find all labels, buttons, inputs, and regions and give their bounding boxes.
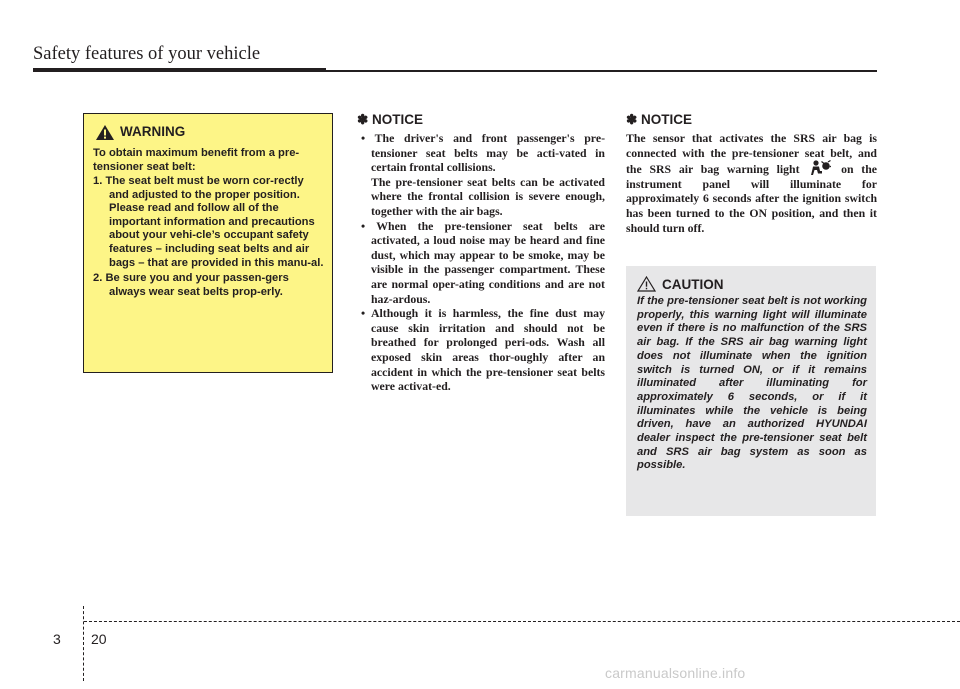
warning-list — [93, 175, 325, 301]
warning-label: WARNING — [120, 124, 186, 140]
airbag-warning-light-icon — [809, 160, 831, 176]
notice-right-text-after: on the instrument panel will illuminate for approximately 6 seconds after the ignition switch has been turned to the ON position, and then it should turn off. — [626, 162, 877, 235]
notice-left-heading: ✽ NOTICE — [357, 112, 424, 127]
bullet-text: When the pre-tensioner seat belts are activated, a loud noise may be heard and fine dust, which may appear to be smoke, may be visible in the passenger compartment. These are normal oper-ating conditions and are not haz-ardous. — [371, 218, 605, 306]
caution-label: CAUTION — [662, 276, 724, 292]
bullet-marker: • — [361, 218, 366, 233]
bullet-continuation: The pre-tensioner seat belts can be activated where the frontal collision is severe enough, together with the air bags. — [371, 174, 605, 218]
footer-divider — [83, 606, 84, 681]
bullet-marker: • — [361, 306, 366, 321]
footer-rule — [84, 621, 960, 622]
caution-triangle-icon — [637, 276, 656, 292]
warning-triangle-icon — [95, 124, 115, 141]
bullet-text: Although it is harmless, the fine dust may cause skin irritation and should not be breathed for prolonged peri-ods. Wash all exposed skin areas thor-oughly after an accident in which the pre-tensioner seat belts were activat-ed. — [371, 306, 605, 394]
header-rule-thick — [33, 68, 326, 72]
caution-box — [626, 266, 876, 516]
page-number: 20 — [91, 631, 107, 647]
notice-bullet — [357, 306, 605, 394]
warning-item: 2. Be sure you and your passen-gers always wear seat belts prop-erly. — [93, 272, 289, 298]
notice-bullet — [357, 219, 605, 307]
watermark-text: carmanualsonline.info — [605, 665, 746, 681]
notice-left — [357, 111, 605, 394]
notice-bullet — [357, 131, 605, 219]
notice-right-paragraph — [626, 131, 877, 235]
warning-intro: To obtain maximum benefit from a pre-tensioner seat belt: — [93, 147, 300, 173]
notice-right-text-before: The sensor that activates the SRS air bag is connected with the pre-tensioner seat belt, and the SRS air bag warning light — [626, 131, 877, 177]
bullet-text: The driver's and front passenger's pre-tensioner seat belts may be acti-vated in certain frontal collisions. — [371, 131, 605, 175]
warning-item: 1. The seat belt must be worn cor-rectly and adjusted to the proper position. Please read and follow all of the important information and precautions about your vehi-cle’s occupant safety features – including seat belts and air bags – that are provided in this manu-al. — [93, 175, 324, 269]
warning-box — [83, 113, 333, 373]
header-rule-thin — [326, 70, 877, 72]
page-header-title: Safety features of your vehicle — [33, 44, 261, 64]
warning-heading — [95, 122, 185, 142]
caution-heading — [637, 275, 724, 293]
chapter-number: 3 — [53, 631, 61, 647]
notice-right-heading: ✽ NOTICE — [626, 112, 693, 127]
notice-right — [626, 111, 877, 235]
bullet-marker: • — [361, 131, 366, 145]
caution-text: If the pre-tensioner seat belt is not working properly, this warning light will illuminate even if there is no malfunction of the SRS air bag. If the SRS air bag warning light does not illuminate when the ignition switch is turned ON, or if it remains illuminated after illuminating for approximately 6 seconds, or if it illuminates while the vehicle is being driven, have an authorized HYUNDAI dealer inspect the pre-tensioner seat belt and SRS air bag system as soon as possible. — [637, 295, 867, 472]
